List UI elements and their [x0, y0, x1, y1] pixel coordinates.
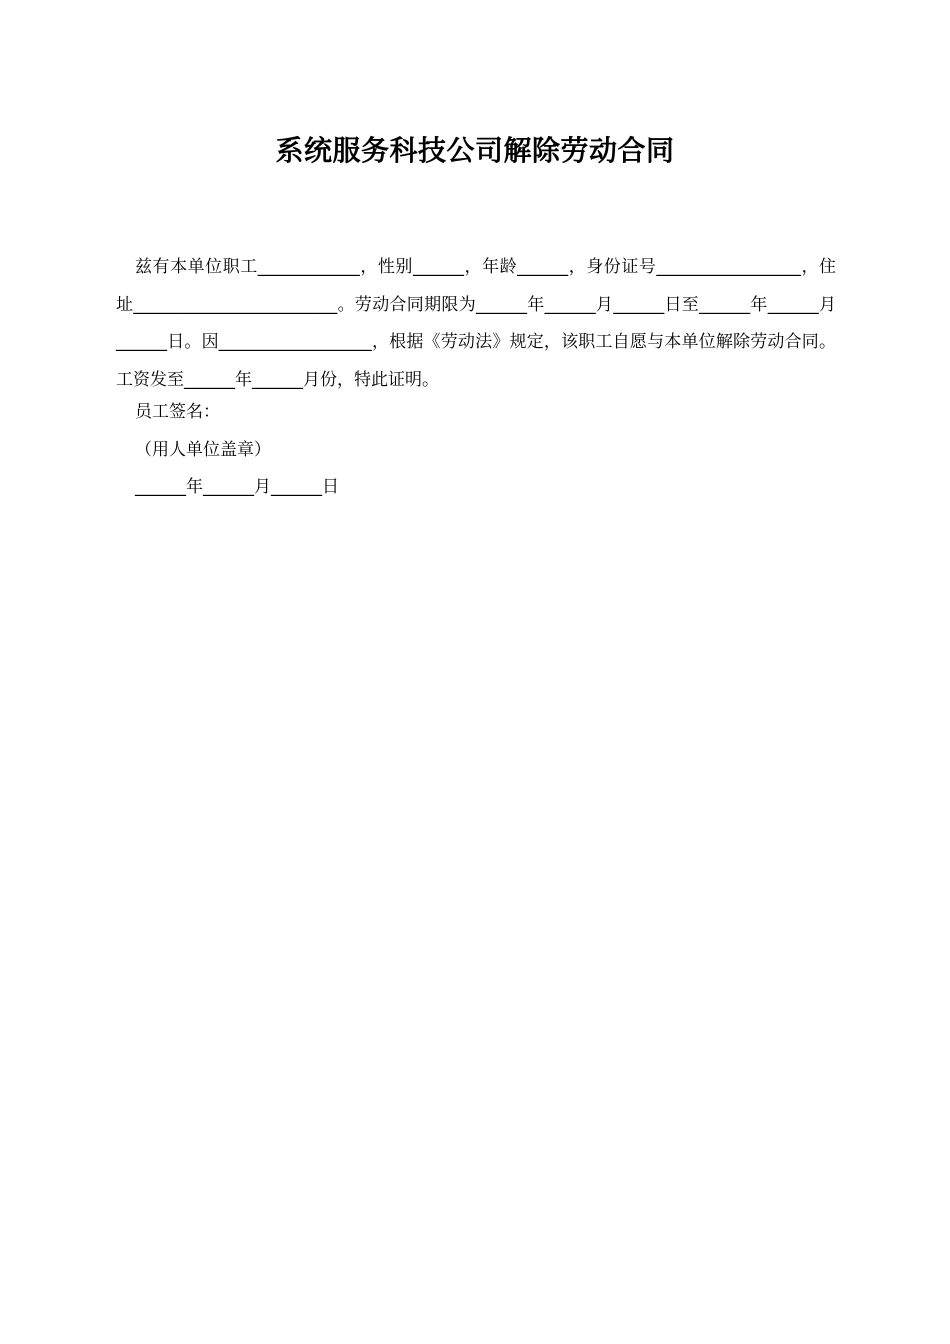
document-body-paragraph: 兹有本单位职工____________，性别______，年龄______，身份证号_________________，住址________________________。劳动合同期限为______年______月______日至______年______月______日。因__________________，根据《劳动法》规定，该职工自愿与本单位解除劳动合同。工资发至______年______月份，特此证明。: [116, 257, 836, 390]
date-line: ______年______月______日: [135, 477, 339, 497]
document-title: 系统服务科技公司解除劳动合同: [275, 134, 675, 167]
employee-signature-label: 员工签名：: [135, 402, 220, 422]
company-seal-label: （用人单位盖章）: [135, 440, 271, 460]
